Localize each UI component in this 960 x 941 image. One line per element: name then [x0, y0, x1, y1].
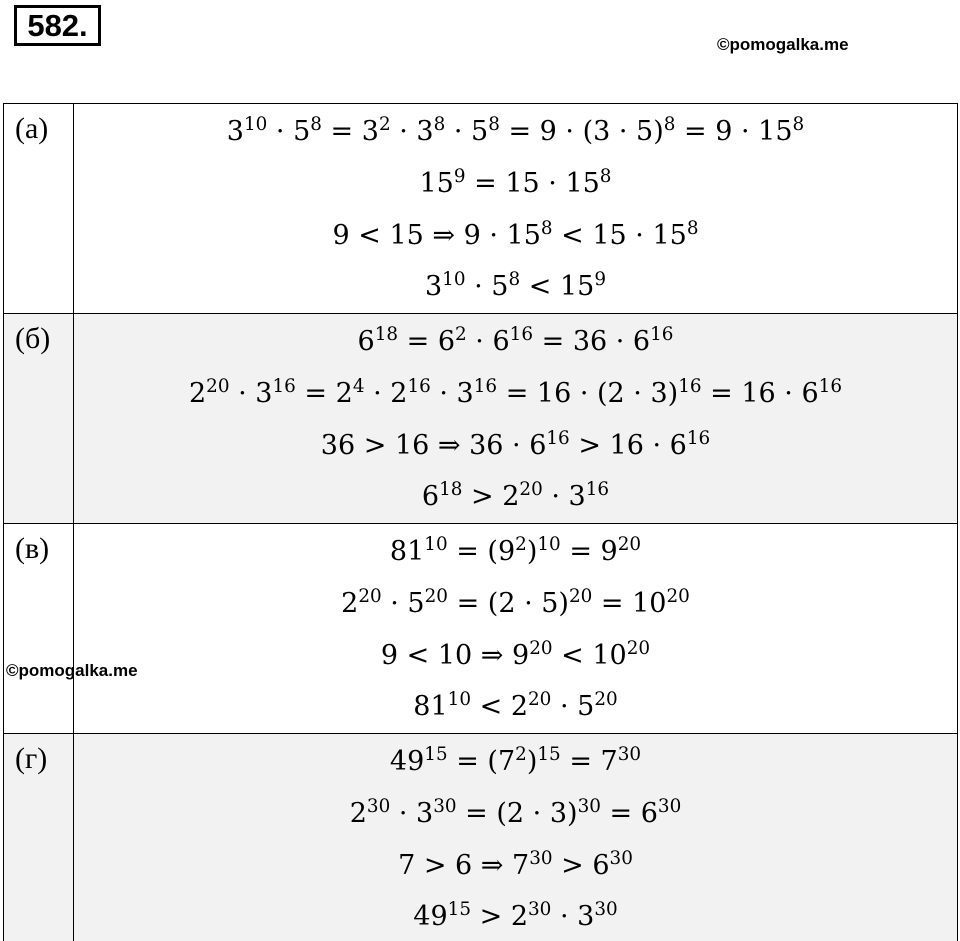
solution-table: [3, 103, 958, 941]
equation-line: $6^{18} = 6^2 \cdot 6^{16} = 36 \cdot 6^{16}$: [357, 323, 674, 357]
solution-row-v: [4, 524, 958, 734]
row-label: (в): [4, 524, 74, 734]
equation-line: $81^{10} < 2^{20} \cdot 5^{20}$: [413, 689, 618, 723]
row-label: (а): [4, 104, 74, 314]
row-label: (б): [4, 314, 74, 524]
equation-line: $3^{10} \cdot 5^8 < 15^9$: [424, 269, 607, 303]
equation-block: [74, 104, 958, 314]
watermark-top: ©pomogalka.me: [717, 35, 849, 54]
equation-block: [74, 524, 958, 734]
problem-number: 582.: [14, 5, 101, 46]
solution-row-g: [4, 734, 958, 941]
solution-row-a: [4, 104, 958, 314]
equation-block: [74, 314, 958, 524]
equation-line: $49^{15} = (7^2)^{15} = 7^{30}$: [389, 743, 642, 777]
solution-row-b: [4, 314, 958, 524]
equation-line: $6^{18} > 2^{20} \cdot 3^{16}$: [421, 479, 610, 513]
equation-line: 9 < 15 ⇒ $9 \cdot 15^8 < 15 \cdot 15^8$: [332, 217, 699, 251]
equation-block: [74, 734, 958, 941]
equation-line: $2^{20} \cdot 5^{20} = (2 \cdot 5)^{20} = 10^{20}$: [341, 585, 690, 619]
equation-line: $2^{30} \cdot 3^{30} = (2 \cdot 3)^{30} = 6^{30}$: [349, 795, 682, 829]
equation-line: 36 > 16 ⇒ $36 \cdot 6^{16} > 16 \cdot 6^{16}$: [320, 427, 711, 461]
equation-line: 7 > 6 ⇒ $7^{30} > 6^{30}$: [398, 847, 633, 881]
equation-line: 9 < 10 ⇒ $9^{20} < 10^{20}$: [380, 637, 651, 671]
equation-line: $15^9 = 15 \cdot 15^8$: [419, 165, 612, 199]
watermark-middle: ©pomogalka.me: [6, 661, 138, 680]
equation-line: $3^{10} \cdot 5^8 = 3^2 \cdot 3^8 \cdot 5^8 = 9 \cdot (3 \cdot 5)^8 = 9 \cdot 15^8$: [226, 113, 805, 147]
equation-line: $81^{10} = (9^2)^{10} = 9^{20}$: [389, 533, 642, 567]
row-label: (г): [4, 734, 74, 941]
equation-line: $2^{20} \cdot 3^{16} = 2^4 \cdot 2^{16} \cdot 3^{16} = 16 \cdot (2 \cdot 3)^{16} = 16 \cdot 6^{16}$: [188, 375, 843, 409]
equation-line: $49^{15} > 2^{30} \cdot 3^{30}$: [413, 899, 618, 933]
